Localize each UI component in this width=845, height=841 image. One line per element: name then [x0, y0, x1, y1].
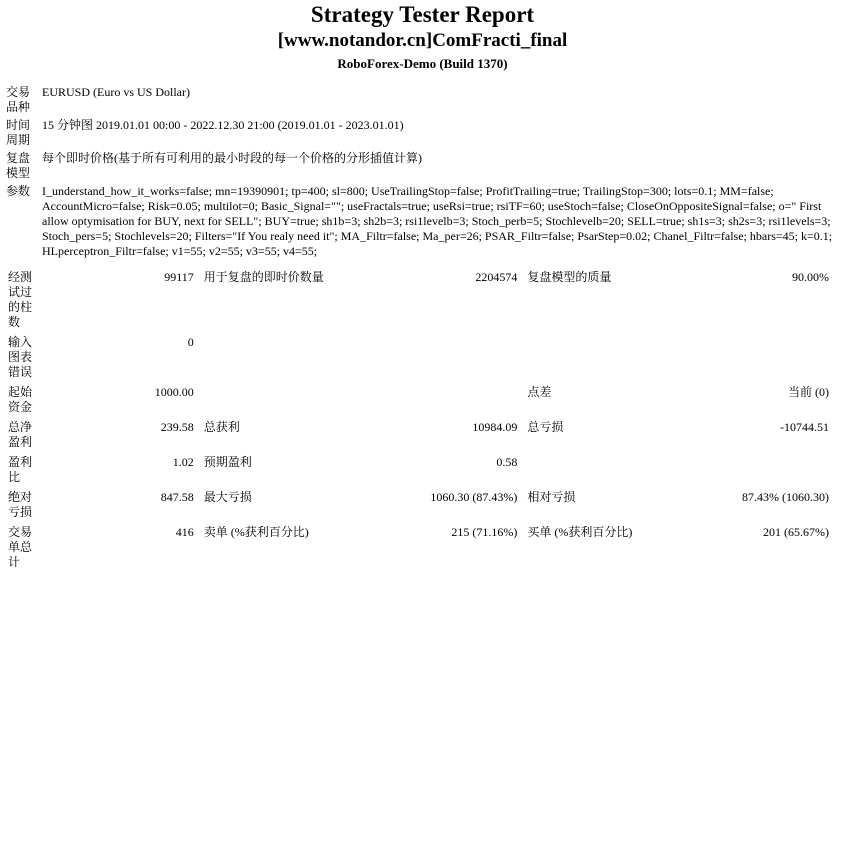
row-value-1: 847.58: [160, 490, 194, 504]
row-label: 输入图表错误: [8, 335, 33, 379]
period-value: 15 分钟图 2019.01.01 00:00 - 2022.12.30 21:00 (2019.01.01 - 2023.01.01): [42, 118, 404, 132]
row-value-3: 当前 (0): [788, 385, 829, 399]
period-label: 时间周期: [6, 118, 31, 147]
row-value-1: 99117: [164, 270, 194, 284]
row-desc-1: 卖单 (%获利百分比): [203, 525, 309, 539]
row-label: 起始资金: [8, 385, 33, 414]
row-desc-2: [521, 330, 683, 380]
row-value-3: 87.43% (1060.30): [742, 490, 829, 504]
row-desc-2: [521, 450, 683, 485]
table-row: [0, 520, 845, 570]
row-desc-2: 点差: [527, 385, 552, 399]
report-header: [0, 0, 845, 72]
row-value-2: [360, 330, 522, 380]
table-row: [0, 450, 845, 485]
row-desc-2: 相对亏损: [527, 490, 576, 504]
table-row-symbol: [0, 82, 845, 115]
row-desc-2: 复盘模型的质量: [527, 270, 612, 284]
table-row: [0, 415, 845, 450]
row-value-2: 1060.30 (87.43%): [430, 490, 518, 504]
table-row: [0, 330, 845, 380]
row-desc-1: [198, 330, 360, 380]
row-label: 经测试过的柱数: [8, 270, 33, 329]
report-subtitle: [www.notandor.cn]ComFracti_final: [277, 30, 568, 51]
row-value-2: 2204574: [475, 270, 518, 284]
row-value-3: [683, 450, 845, 485]
row-label: 总净盈利: [8, 420, 33, 449]
row-label: 盈利比: [8, 455, 33, 484]
row-value-1: 1.02: [172, 455, 194, 469]
row-value-3: 201 (65.67%): [763, 525, 829, 539]
row-desc-1: 最大亏损: [203, 490, 252, 504]
table-row-params: [0, 181, 845, 259]
params-value: I_understand_how_it_works=false; mn=19390901; tp=400; sl=800; UseTrailingStop=false; ProfitTrailing=true; TrailingStop=300; lots=0.1; MM=false; AccountMicro=false; Risk=0.05; multilot=0; Basic_Signal=""; useFractals=true; useRsi=true; rsiTF=60; useStoch=false; CloseOnOppositeSignal=false; o=" First allow optymisation for BUY, next for SELL"; BUY=true; sh1b=3; sh2b=3; rsi1levelb=3; Stoch_perb=5; Stochlevelb=20; SELL=true; sh1s=3; sh2s=3; rsi1levels=3; Stoch_pers=5; Stochlevels=20; Filters="If You realy need it"; MA_Filtr=false; Ma_per=26; PSAR_Filtr=false; PsarStep=0.02; Chanel_Filtr=false; hbars=45; k=0.1; HLperceptron_Filtr=false; v1=55; v2=55; v3=55; v4=55;: [42, 184, 833, 258]
page-title: Strategy Tester Report: [310, 2, 535, 27]
row-desc-1: 预期盈利: [203, 455, 252, 469]
table-row-period: [0, 115, 845, 148]
params-label: 参数: [6, 184, 31, 198]
symbol-label: 交易品种: [6, 85, 31, 114]
model-label: 复盘模型: [6, 151, 31, 180]
row-desc-1: 用于复盘的即时价数量: [203, 270, 324, 284]
symbol-value: EURUSD (Euro vs US Dollar): [42, 85, 190, 99]
row-value-3: [683, 330, 845, 380]
row-label: 交易单总计: [8, 525, 33, 569]
broker-build: RoboForex-Demo (Build 1370): [337, 56, 508, 71]
table-row: [0, 380, 845, 415]
model-value: 每个即时价格(基于所有可利用的最小时段的每一个价格的分形插值计算): [42, 151, 422, 165]
table-row: [0, 265, 845, 330]
row-value-2: 0.58: [496, 455, 518, 469]
row-desc-2: 买单 (%获利百分比): [527, 525, 633, 539]
row-desc-1: [198, 380, 360, 415]
row-label: 绝对亏损: [8, 490, 33, 519]
row-value-1: 0: [187, 335, 194, 349]
row-value-1: 416: [175, 525, 194, 539]
row-desc-2: 总亏损: [527, 420, 564, 434]
row-value-2: 10984.09: [472, 420, 518, 434]
row-value-3: 90.00%: [792, 270, 829, 284]
table-row-model: [0, 148, 845, 181]
row-value-1: 239.58: [160, 420, 194, 434]
row-desc-1: 总获利: [203, 420, 240, 434]
row-value-3: -10744.51: [780, 420, 829, 434]
row-value-1: 1000.00: [154, 385, 194, 399]
table-row: [0, 485, 845, 520]
row-value-2: [360, 380, 522, 415]
row-value-2: 215 (71.16%): [451, 525, 518, 539]
report-table: [0, 82, 845, 570]
